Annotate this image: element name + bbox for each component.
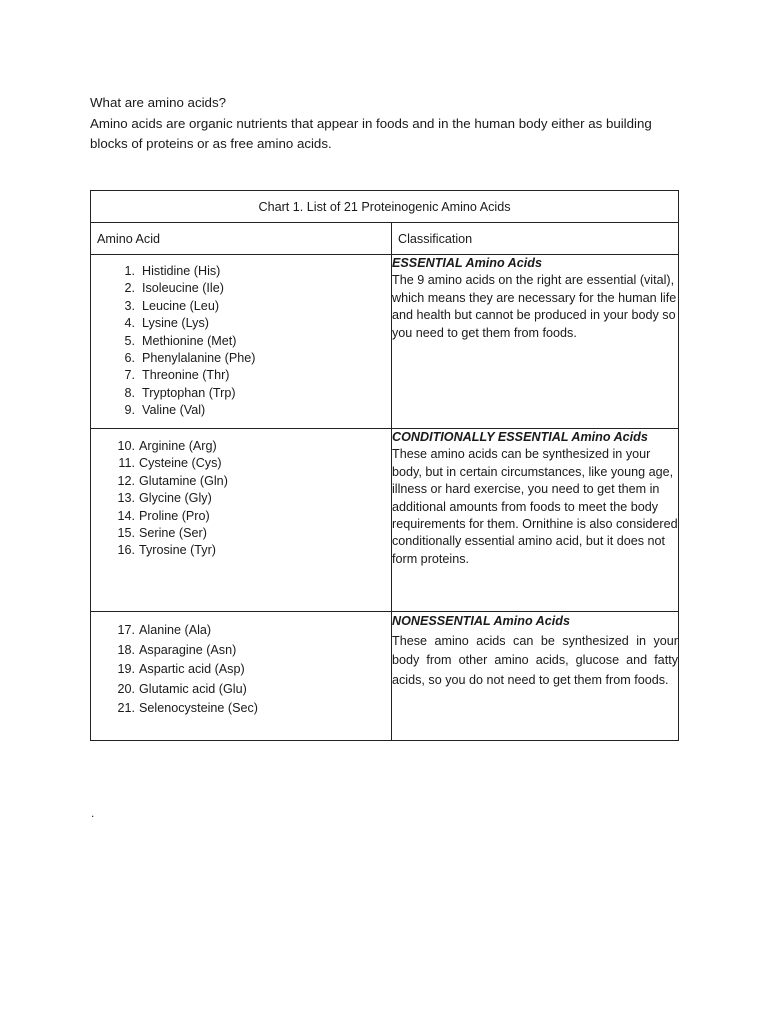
list-item: 8. Tryptophan (Trp) xyxy=(124,385,236,400)
intro-question: What are amino acids? xyxy=(90,95,226,110)
classification-title: NONESSENTIAL Amino Acids xyxy=(392,614,570,628)
list-item: 2. Isoleucine (Ile) xyxy=(124,281,224,296)
list-item: 12. Glutamine (Gln) xyxy=(117,473,228,488)
header-amino-acid: Amino Acid xyxy=(91,223,392,255)
classification-title: CONDITIONALLY ESSENTIAL Amino Acids xyxy=(392,430,648,444)
list-item: 13. Glycine (Gly) xyxy=(117,491,212,506)
list-item: 15. Serine (Ser) xyxy=(117,525,207,540)
intro-answer: Amino acids are organic nutrients that appear in foods and in the human body either as building blocks of proteins or as free amino acids. xyxy=(90,115,652,151)
classification-cell xyxy=(392,612,679,741)
list-item: 20. Glutamic acid (Glu) xyxy=(117,681,247,696)
amino-acid-list-cell xyxy=(91,255,392,429)
list-item: 21. Selenocysteine (Sec) xyxy=(117,701,259,716)
table-caption: Chart 1. List of 21 Proteinogenic Amino Acids xyxy=(91,191,679,223)
amino-acid-list-cell xyxy=(91,429,392,612)
list-item: 14. Proline (Pro) xyxy=(117,508,210,523)
amino-acid-list xyxy=(91,621,391,719)
classification-title: ESSENTIAL Amino Acids xyxy=(392,256,542,270)
list-item: 19. Aspartic acid (Asp) xyxy=(117,662,245,677)
table-row xyxy=(91,255,679,429)
list-item: 5. Methionine (Met) xyxy=(124,333,237,348)
list-item: 1. Histidine (His) xyxy=(124,264,221,278)
list-item: 10. Arginine (Arg) xyxy=(117,439,217,453)
footer-mark: . xyxy=(91,806,95,820)
classification-cell xyxy=(392,255,679,429)
classification-cell xyxy=(392,429,679,612)
intro xyxy=(90,93,690,155)
list-item: 17. Alanine (Ala) xyxy=(117,623,212,637)
list-item: 6. Phenylalanine (Phe) xyxy=(124,350,256,365)
amino-acid-list xyxy=(91,263,391,420)
table-row xyxy=(91,429,679,612)
table-row xyxy=(91,612,679,741)
list-item: 9. Valine (Val) xyxy=(124,403,206,418)
list-item: 18. Asparagine (Asn) xyxy=(117,642,237,657)
classification-text: The 9 amino acids on the right are essential (vital), which means they are necessary for the human life and health but cannot be produced in your body so you need to get them from foods. xyxy=(392,273,677,340)
list-item: 16. Tyrosine (Tyr) xyxy=(117,543,216,558)
classification-text: These amino acids can be synthesized in your body, but in certain circumstances, like young age, illness or hard exercise, you need to get them in additional amounts from foods to meet the body requirements for them. Ornithine is also considered conditionally essential amino acid, but it does not form proteins. xyxy=(392,447,678,566)
amino-acid-list xyxy=(91,438,391,560)
list-item: 11. Cysteine (Cys) xyxy=(118,456,222,471)
header-classification: Classification xyxy=(392,223,679,255)
list-item: 4. Lysine (Lys) xyxy=(124,316,209,331)
amino-acid-list-cell xyxy=(91,612,392,741)
amino-acid-table xyxy=(90,190,679,741)
list-item: 3. Leucine (Leu) xyxy=(124,298,220,313)
classification-text: These amino acids can be synthesized in your body from other amino acids, glucose and fatty acids, so you do not need to get them from foods. xyxy=(392,633,678,687)
list-item: 7. Threonine (Thr) xyxy=(124,368,230,383)
